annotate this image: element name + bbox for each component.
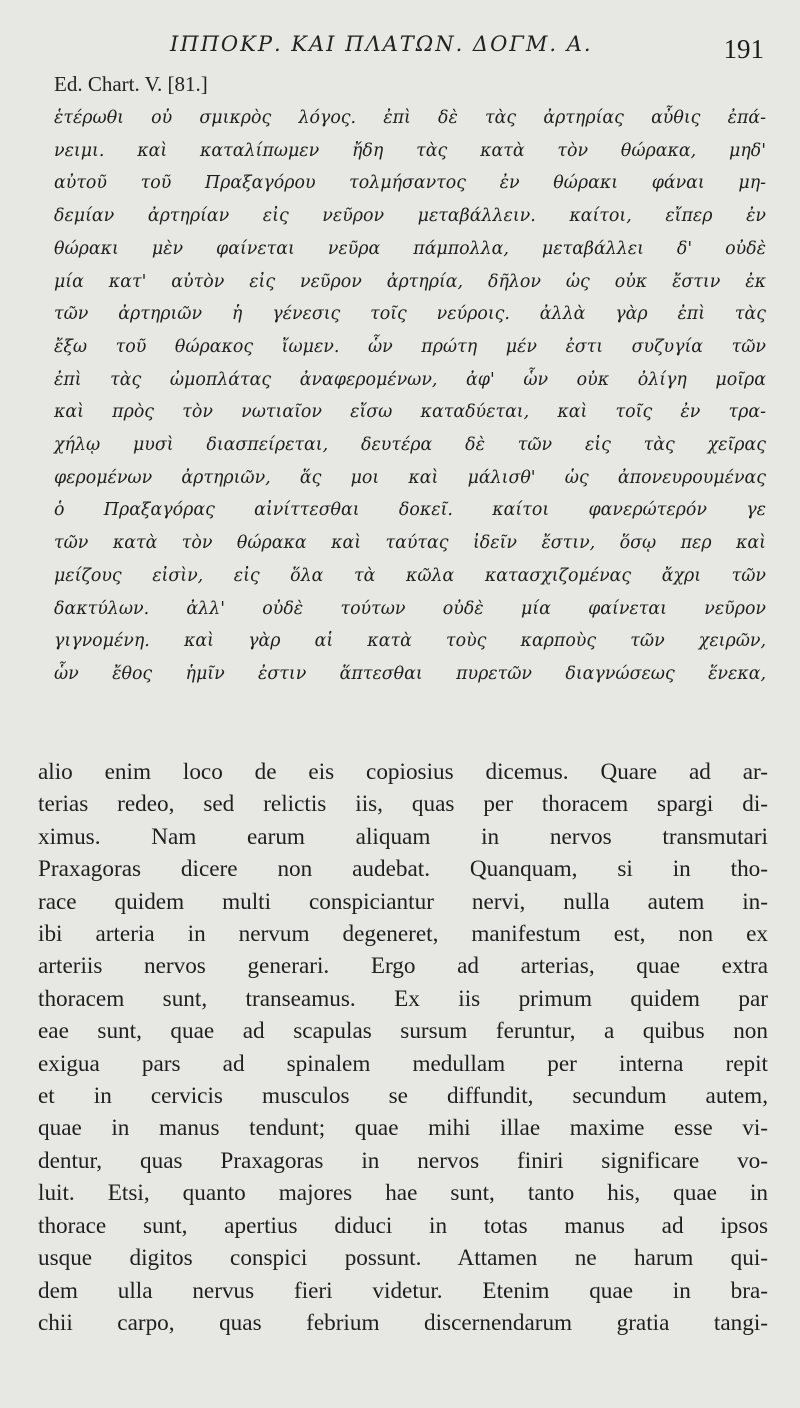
greek-line: θώρακι μὲν φαίνεται νεῦρα πάμπολλα, μεταβάλλει δ' οὐδὲ bbox=[54, 238, 766, 259]
greek-line: δεμίαν ἀρτηρίαν εἰς νεῦρον μεταβάλλειν. καίτοι, εἴπερ ἐν bbox=[54, 206, 766, 227]
latin-line: et in cervicis musculos se diffundit, secundum autem, bbox=[38, 1083, 768, 1110]
latin-line: terias redeo, sed relictis iis, quas per thoracem spargi di- bbox=[38, 791, 768, 818]
latin-line: chii carpo, quas febrium discernendarum gratia tangi- bbox=[38, 1309, 768, 1336]
greek-line: ἑτέρωθι οὐ σμικρὸς λόγος. ἐπὶ δὲ τὰς ἀρτηρίας αὖθις ἐπά- bbox=[54, 108, 766, 128]
latin-line: thoracem sunt, transeamus. Ex iis primum quidem par bbox=[38, 985, 768, 1012]
latin-line: thorace sunt, apertius diduci in totas manus ad ipsos bbox=[38, 1212, 768, 1239]
greek-line: ἔξω τοῦ θώρακος ἴωμεν. ὧν πρώτη μέν ἐστι συζυγία τῶν bbox=[54, 336, 766, 357]
greek-line: ὁ Πραξαγόρας αἰνίττεσθαι δοκεῖ. καίτοι φανερώτερόν γε bbox=[54, 500, 766, 521]
greek-text-block bbox=[54, 102, 766, 691]
latin-line: alio enim loco de eis copiosius dicemus. Quare ad ar- bbox=[38, 759, 768, 785]
greek-line: ἐπὶ τὰς ὠμοπλάτας ἀναφερομένων, ἀφ' ὧν οὐκ ὀλίγη μοῖρα bbox=[54, 369, 766, 390]
latin-line: ibi arteria in nervum degeneret, manifestum est, non ex bbox=[38, 921, 768, 948]
latin-line: dem ulla nervus fieri videtur. Etenim quae in bra- bbox=[38, 1277, 768, 1304]
latin-line: ximus. Nam earum aliquam in nervos transmutari bbox=[38, 823, 768, 850]
latin-text-block bbox=[38, 756, 768, 1339]
latin-line: arteriis nervos generari. Ergo ad arterias, quae extra bbox=[38, 953, 768, 980]
greek-line: χήλῳ μυσὶ διασπείρεται, δευτέρα δὲ τῶν εἰς τὰς χεῖρας bbox=[54, 435, 766, 456]
greek-line: ὧν ἔθος ἡμῖν ἐστιν ἅπτεσθαι πυρετῶν διαγνώσεως ἕνεκα, bbox=[54, 663, 766, 684]
greek-line: τῶν ἀρτηριῶν ἡ γένεσις τοῖς νεύροις. ἀλλὰ γὰρ ἐπὶ τὰς bbox=[54, 304, 766, 325]
greek-line: καὶ πρὸς τὸν νωτιαῖον εἴσω καταδύεται, καὶ τοῖς ἐν τρα- bbox=[54, 402, 766, 423]
greek-line: μείζους εἰσὶν, εἰς ὅλα τὰ κῶλα κατασχιζομένας ἄχρι τῶν bbox=[54, 565, 766, 586]
edition-reference: Ed. Chart. V. [81.] bbox=[54, 72, 208, 96]
latin-line: eae sunt, quae ad scapulas sursum feruntur, a quibus non bbox=[38, 1018, 768, 1045]
latin-line: quae in manus tendunt; quae mihi illae maxime esse vi- bbox=[38, 1115, 768, 1142]
greek-line: τῶν κατὰ τὸν θώρακα καὶ ταύτας ἰδεῖν ἔστιν, ὅσῳ περ καὶ bbox=[54, 533, 766, 554]
greek-line: μία κατ' αὐτὸν εἰς νεῦρον ἀρτηρία, δῆλον ὡς οὐκ ἔστιν ἐκ bbox=[54, 271, 766, 292]
greek-line: φερομένων ἀρτηριῶν, ἅς μοι καὶ μάλισθ' ὡς ἀπονευρουμένας bbox=[54, 467, 766, 488]
greek-line: αὐτοῦ τοῦ Πραξαγόρου τολμήσαντος ἐν θώρακι φάναι μη- bbox=[54, 173, 766, 194]
greek-line: γιγνομένη. καὶ γὰρ αἱ κατὰ τοὺς καρποὺς τῶν χειρῶν, bbox=[54, 631, 766, 652]
latin-line: race quidem multi conspiciantur nervi, nulla autem in- bbox=[38, 888, 768, 915]
running-head: ΙΠΠΟΚΡ. ΚΑΙ ΠΛΑΤΩΝ. ΔΟΓΜ. Α. bbox=[170, 32, 593, 56]
latin-line: exigua pars ad spinalem medullam per interna repit bbox=[38, 1050, 768, 1077]
greek-line: δακτύλων. ἀλλ' οὐδὲ τούτων οὐδὲ μία φαίνεται νεῦρον bbox=[54, 598, 766, 619]
latin-line: dentur, quas Praxagoras in nervos finiri significare vo- bbox=[38, 1147, 768, 1174]
latin-line: Praxagoras dicere non audebat. Quanquam, si in tho- bbox=[38, 856, 768, 883]
page-number: 191 bbox=[723, 34, 764, 64]
latin-line: usque digitos conspici possunt. Attamen ne harum qui- bbox=[38, 1245, 768, 1272]
greek-line: νειμι. καὶ καταλίπωμεν ἤδη τὰς κατὰ τὸν θώρακα, μηδ' bbox=[54, 140, 766, 161]
latin-line: luit. Etsi, quanto majores hae sunt, tanto his, quae in bbox=[38, 1180, 768, 1207]
